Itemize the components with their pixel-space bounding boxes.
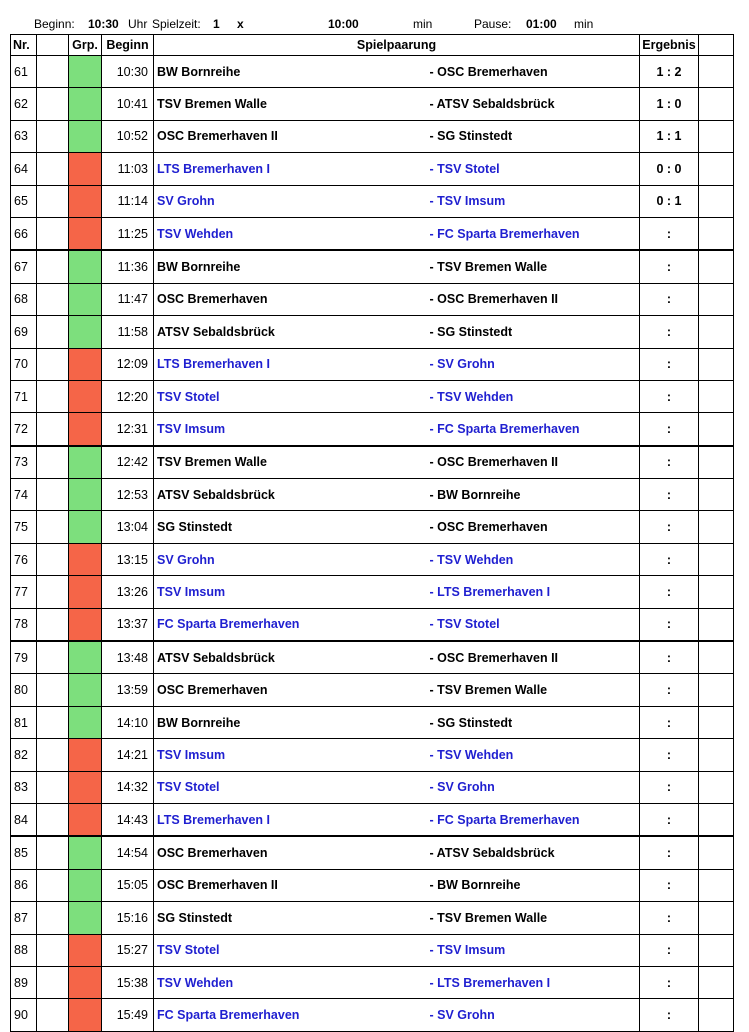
match-result: : (640, 869, 699, 901)
col-header-end (699, 35, 734, 56)
match-result: : (640, 413, 699, 446)
match-result: : (640, 543, 699, 575)
away-team: - BW Bornreihe (427, 479, 640, 511)
away-team: - OSC Bremerhaven II (427, 283, 640, 315)
match-row (11, 283, 734, 315)
match-row (11, 380, 734, 412)
match-blank-cell (37, 88, 69, 120)
group-color-cell (69, 966, 102, 998)
match-number: 71 (11, 380, 37, 412)
match-blank-cell (37, 543, 69, 575)
group-color-cell (69, 316, 102, 348)
match-start-time: 11:36 (102, 250, 154, 283)
away-team: - SV Grohn (427, 348, 640, 380)
match-number: 69 (11, 316, 37, 348)
home-team: FC Sparta Bremerhaven (154, 608, 427, 641)
match-blank-cell (37, 316, 69, 348)
match-row (11, 56, 734, 88)
match-start-time: 12:09 (102, 348, 154, 380)
home-team: TSV Stotel (154, 934, 427, 966)
match-blank-cell (37, 250, 69, 283)
away-team: - TSV Bremen Walle (427, 902, 640, 934)
group-color-cell (69, 479, 102, 511)
home-team: BW Bornreihe (154, 250, 427, 283)
away-team: - TSV Wehden (427, 543, 640, 575)
match-number: 62 (11, 88, 37, 120)
match-start-time: 14:10 (102, 706, 154, 738)
group-color-cell (69, 413, 102, 446)
match-start-time: 14:21 (102, 739, 154, 771)
match-end-cell (699, 413, 734, 446)
home-team: LTS Bremerhaven I (154, 153, 427, 185)
match-blank-cell (37, 608, 69, 641)
match-blank-cell (37, 674, 69, 706)
away-team: - OSC Bremerhaven II (427, 641, 640, 674)
match-row (11, 608, 734, 641)
match-blank-cell (37, 836, 69, 869)
match-row (11, 966, 734, 998)
match-number: 77 (11, 576, 37, 608)
match-number: 75 (11, 511, 37, 543)
match-start-time: 12:31 (102, 413, 154, 446)
match-blank-cell (37, 511, 69, 543)
match-number: 89 (11, 966, 37, 998)
match-blank-cell (37, 641, 69, 674)
match-result: : (640, 966, 699, 998)
match-result: 1 : 2 (640, 56, 699, 88)
match-result: : (640, 771, 699, 803)
pause-label: Pause: (474, 17, 512, 31)
match-number: 80 (11, 674, 37, 706)
match-row (11, 185, 734, 217)
match-end-cell (699, 706, 734, 738)
match-result: 0 : 1 (640, 185, 699, 217)
spielzeit-count: 1 (213, 17, 220, 31)
group-color-cell (69, 771, 102, 803)
match-number: 73 (11, 446, 37, 479)
match-end-cell (699, 674, 734, 706)
match-number: 84 (11, 803, 37, 836)
home-team: SV Grohn (154, 543, 427, 575)
home-team: LTS Bremerhaven I (154, 348, 427, 380)
match-blank-cell (37, 348, 69, 380)
match-result: : (640, 576, 699, 608)
group-color-cell (69, 934, 102, 966)
home-team: SG Stinstedt (154, 902, 427, 934)
group-color-cell (69, 446, 102, 479)
group-color-cell (69, 380, 102, 412)
group-color-cell (69, 543, 102, 575)
match-end-cell (699, 576, 734, 608)
home-team: OSC Bremerhaven II (154, 869, 427, 901)
away-team: - SV Grohn (427, 999, 640, 1031)
away-team: - OSC Bremerhaven (427, 56, 640, 88)
home-team: ATSV Sebaldsbrück (154, 316, 427, 348)
match-row (11, 120, 734, 152)
match-result: : (640, 836, 699, 869)
match-row (11, 446, 734, 479)
group-color-cell (69, 739, 102, 771)
match-row (11, 869, 734, 901)
match-number: 82 (11, 739, 37, 771)
match-number: 64 (11, 153, 37, 185)
away-team: - TSV Bremen Walle (427, 250, 640, 283)
match-result: : (640, 934, 699, 966)
home-team: TSV Wehden (154, 966, 427, 998)
match-blank-cell (37, 771, 69, 803)
home-team: TSV Imsum (154, 413, 427, 446)
match-row (11, 999, 734, 1031)
match-blank-cell (37, 153, 69, 185)
match-blank-cell (37, 120, 69, 152)
away-team: - TSV Imsum (427, 934, 640, 966)
match-result: : (640, 348, 699, 380)
match-result: : (640, 316, 699, 348)
group-color-cell (69, 250, 102, 283)
match-end-cell (699, 283, 734, 315)
match-blank-cell (37, 966, 69, 998)
match-blank-cell (37, 217, 69, 250)
match-end-cell (699, 999, 734, 1031)
match-row (11, 316, 734, 348)
match-start-time: 13:59 (102, 674, 154, 706)
match-row (11, 88, 734, 120)
match-number: 79 (11, 641, 37, 674)
match-blank-cell (37, 803, 69, 836)
home-team: BW Bornreihe (154, 706, 427, 738)
home-team: FC Sparta Bremerhaven (154, 999, 427, 1031)
match-start-time: 10:52 (102, 120, 154, 152)
match-end-cell (699, 380, 734, 412)
match-number: 78 (11, 608, 37, 641)
match-result: : (640, 641, 699, 674)
match-end-cell (699, 608, 734, 641)
match-row (11, 674, 734, 706)
match-end-cell (699, 641, 734, 674)
match-end-cell (699, 836, 734, 869)
match-blank-cell (37, 479, 69, 511)
match-row (11, 902, 734, 934)
pause-value: 01:00 (526, 17, 557, 31)
group-color-cell (69, 999, 102, 1031)
away-team: - SG Stinstedt (427, 120, 640, 152)
match-number: 90 (11, 999, 37, 1031)
match-start-time: 13:48 (102, 641, 154, 674)
match-start-time: 11:03 (102, 153, 154, 185)
home-team: TSV Wehden (154, 217, 427, 250)
match-row (11, 739, 734, 771)
home-team: OSC Bremerhaven (154, 674, 427, 706)
match-blank-cell (37, 283, 69, 315)
group-color-cell (69, 153, 102, 185)
col-header-ergebnis: Ergebnis (640, 35, 699, 56)
match-blank-cell (37, 56, 69, 88)
group-color-cell (69, 902, 102, 934)
match-end-cell (699, 869, 734, 901)
home-team: TSV Imsum (154, 739, 427, 771)
match-result: : (640, 674, 699, 706)
away-team: - TSV Wehden (427, 380, 640, 412)
away-team: - TSV Imsum (427, 185, 640, 217)
home-team: TSV Bremen Walle (154, 88, 427, 120)
match-number: 65 (11, 185, 37, 217)
match-result: : (640, 608, 699, 641)
home-team: BW Bornreihe (154, 56, 427, 88)
group-color-cell (69, 803, 102, 836)
match-blank-cell (37, 446, 69, 479)
schedule-header (0, 0, 749, 34)
match-start-time: 15:49 (102, 999, 154, 1031)
match-result: : (640, 706, 699, 738)
away-team: - TSV Stotel (427, 608, 640, 641)
match-number: 72 (11, 413, 37, 446)
match-number: 74 (11, 479, 37, 511)
match-start-time: 10:30 (102, 56, 154, 88)
match-start-time: 12:20 (102, 380, 154, 412)
group-color-cell (69, 608, 102, 641)
match-start-time: 14:32 (102, 771, 154, 803)
match-end-cell (699, 934, 734, 966)
match-number: 85 (11, 836, 37, 869)
away-team: - TSV Stotel (427, 153, 640, 185)
match-start-time: 11:25 (102, 217, 154, 250)
match-row (11, 413, 734, 446)
match-blank-cell (37, 380, 69, 412)
away-team: - SV Grohn (427, 771, 640, 803)
away-team: - ATSV Sebaldsbrück (427, 88, 640, 120)
group-color-cell (69, 120, 102, 152)
match-result: : (640, 250, 699, 283)
match-row (11, 511, 734, 543)
match-start-time: 12:42 (102, 446, 154, 479)
match-end-cell (699, 739, 734, 771)
col-header-spielpaarung: Spielpaarung (154, 35, 640, 56)
match-row (11, 771, 734, 803)
group-color-cell (69, 185, 102, 217)
home-team: TSV Stotel (154, 380, 427, 412)
match-number: 63 (11, 120, 37, 152)
match-number: 68 (11, 283, 37, 315)
match-start-time: 13:37 (102, 608, 154, 641)
match-number: 70 (11, 348, 37, 380)
match-result: : (640, 739, 699, 771)
match-rows (11, 56, 734, 1032)
match-blank-cell (37, 739, 69, 771)
away-team: - TSV Wehden (427, 739, 640, 771)
match-start-time: 14:43 (102, 803, 154, 836)
match-number: 86 (11, 869, 37, 901)
match-start-time: 10:41 (102, 88, 154, 120)
match-end-cell (699, 479, 734, 511)
match-result: 1 : 1 (640, 120, 699, 152)
match-row (11, 576, 734, 608)
table-header-row (11, 35, 734, 56)
match-row (11, 348, 734, 380)
match-start-time: 15:16 (102, 902, 154, 934)
match-row (11, 934, 734, 966)
match-start-time: 14:54 (102, 836, 154, 869)
match-start-time: 11:58 (102, 316, 154, 348)
away-team: - TSV Bremen Walle (427, 674, 640, 706)
match-result: 0 : 0 (640, 153, 699, 185)
group-color-cell (69, 576, 102, 608)
away-team: - OSC Bremerhaven (427, 511, 640, 543)
times-sign: x (237, 17, 244, 31)
away-team: - LTS Bremerhaven I (427, 966, 640, 998)
match-end-cell (699, 543, 734, 575)
col-header-nr: Nr. (11, 35, 37, 56)
away-team: - FC Sparta Bremerhaven (427, 217, 640, 250)
away-team: - BW Bornreihe (427, 869, 640, 901)
away-team: - SG Stinstedt (427, 706, 640, 738)
match-start-time: 15:05 (102, 869, 154, 901)
match-row (11, 217, 734, 250)
match-row (11, 250, 734, 283)
match-start-time: 11:14 (102, 185, 154, 217)
home-team: SG Stinstedt (154, 511, 427, 543)
match-result: : (640, 217, 699, 250)
match-result: : (640, 380, 699, 412)
match-row (11, 543, 734, 575)
match-end-cell (699, 153, 734, 185)
match-start-time: 13:04 (102, 511, 154, 543)
group-color-cell (69, 674, 102, 706)
group-color-cell (69, 348, 102, 380)
group-color-cell (69, 56, 102, 88)
match-number: 76 (11, 543, 37, 575)
match-result: : (640, 803, 699, 836)
away-team: - ATSV Sebaldsbrück (427, 836, 640, 869)
match-result: : (640, 283, 699, 315)
match-end-cell (699, 217, 734, 250)
group-color-cell (69, 88, 102, 120)
match-end-cell (699, 316, 734, 348)
match-end-cell (699, 88, 734, 120)
match-row (11, 706, 734, 738)
match-number: 87 (11, 902, 37, 934)
min-label-1: min (413, 17, 433, 31)
match-start-time: 13:26 (102, 576, 154, 608)
home-team: LTS Bremerhaven I (154, 803, 427, 836)
match-start-time: 15:27 (102, 934, 154, 966)
match-blank-cell (37, 185, 69, 217)
group-color-cell (69, 869, 102, 901)
beginn-label: Beginn: (34, 17, 75, 31)
match-number: 81 (11, 706, 37, 738)
away-team: - LTS Bremerhaven I (427, 576, 640, 608)
away-team: - FC Sparta Bremerhaven (427, 413, 640, 446)
match-blank-cell (37, 869, 69, 901)
home-team: SV Grohn (154, 185, 427, 217)
match-start-time: 15:38 (102, 966, 154, 998)
match-row (11, 836, 734, 869)
match-end-cell (699, 348, 734, 380)
col-header-blank (37, 35, 69, 56)
col-header-grp: Grp. (69, 35, 102, 56)
home-team: OSC Bremerhaven (154, 836, 427, 869)
match-row (11, 153, 734, 185)
match-end-cell (699, 120, 734, 152)
match-blank-cell (37, 706, 69, 738)
home-team: TSV Bremen Walle (154, 446, 427, 479)
beginn-value: 10:30 (88, 17, 119, 31)
match-end-cell (699, 446, 734, 479)
away-team: - OSC Bremerhaven II (427, 446, 640, 479)
group-color-cell (69, 511, 102, 543)
group-color-cell (69, 641, 102, 674)
match-row (11, 641, 734, 674)
match-end-cell (699, 185, 734, 217)
match-end-cell (699, 250, 734, 283)
match-number: 83 (11, 771, 37, 803)
group-color-cell (69, 706, 102, 738)
match-number: 66 (11, 217, 37, 250)
match-number: 61 (11, 56, 37, 88)
schedule-table (10, 34, 734, 1032)
away-team: - FC Sparta Bremerhaven (427, 803, 640, 836)
match-blank-cell (37, 576, 69, 608)
match-result: : (640, 511, 699, 543)
match-start-time: 13:15 (102, 543, 154, 575)
match-blank-cell (37, 999, 69, 1031)
match-end-cell (699, 966, 734, 998)
uhr-label: Uhr (128, 17, 148, 31)
match-number: 88 (11, 934, 37, 966)
match-result: : (640, 479, 699, 511)
group-color-cell (69, 836, 102, 869)
home-team: ATSV Sebaldsbrück (154, 641, 427, 674)
group-color-cell (69, 217, 102, 250)
home-team: TSV Imsum (154, 576, 427, 608)
match-start-time: 11:47 (102, 283, 154, 315)
away-team: - SG Stinstedt (427, 316, 640, 348)
match-end-cell (699, 56, 734, 88)
home-team: TSV Stotel (154, 771, 427, 803)
match-row (11, 479, 734, 511)
group-color-cell (69, 283, 102, 315)
home-team: OSC Bremerhaven II (154, 120, 427, 152)
match-end-cell (699, 511, 734, 543)
match-blank-cell (37, 413, 69, 446)
match-start-time: 12:53 (102, 479, 154, 511)
col-header-beginn: Beginn (102, 35, 154, 56)
match-blank-cell (37, 902, 69, 934)
match-end-cell (699, 771, 734, 803)
match-result: : (640, 902, 699, 934)
match-result: 1 : 0 (640, 88, 699, 120)
home-team: OSC Bremerhaven (154, 283, 427, 315)
match-end-cell (699, 803, 734, 836)
match-row (11, 803, 734, 836)
match-blank-cell (37, 934, 69, 966)
min-label-2: min (574, 17, 594, 31)
spielzeit-value: 10:00 (328, 17, 359, 31)
match-result: : (640, 999, 699, 1031)
match-result: : (640, 446, 699, 479)
home-team: ATSV Sebaldsbrück (154, 479, 427, 511)
spielzeit-label: Spielzeit: (152, 17, 201, 31)
match-end-cell (699, 902, 734, 934)
match-number: 67 (11, 250, 37, 283)
